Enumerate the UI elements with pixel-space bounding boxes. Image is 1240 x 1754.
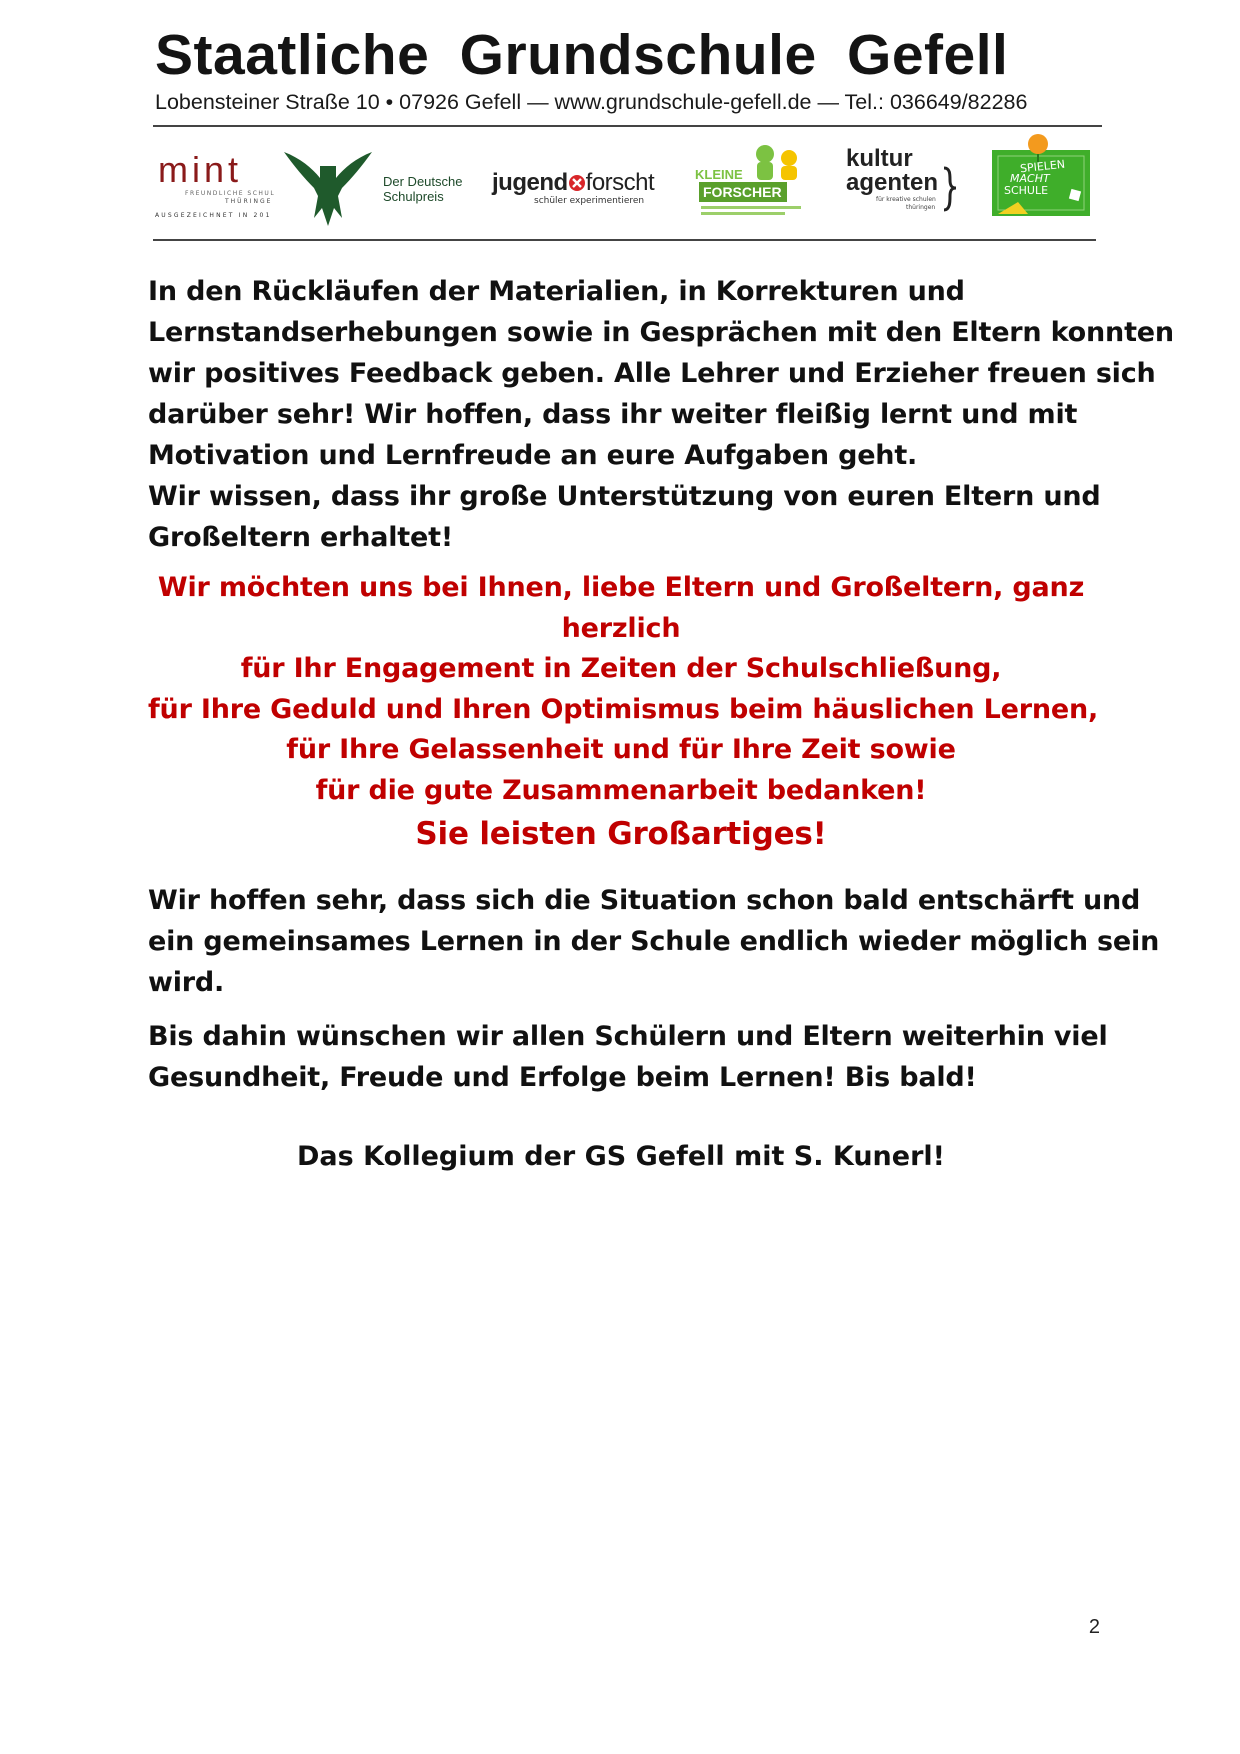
mint-logo-subtitle-2: THÜRINGE xyxy=(225,198,273,205)
kleine-forscher-logo-icon xyxy=(693,140,823,220)
thanks-line: herzlich xyxy=(561,612,681,644)
jugend-forscht-word-2: forscht xyxy=(585,169,655,196)
eagle-icon xyxy=(282,148,374,230)
paragraph-line: ein gemeinsames Lernen in der Schule endlich wieder möglich sein xyxy=(148,926,1160,957)
paragraph-line: wird. xyxy=(148,967,225,998)
jugend-forscht-word-1: jugend xyxy=(492,169,568,196)
kleine-forscher-line-2: FORSCHER xyxy=(703,184,782,200)
paragraph-line: Motivation und Lernfreude an eure Aufgaben geht. xyxy=(148,440,918,471)
thanks-highlight: Sie leisten Großartiges! xyxy=(415,816,827,852)
paragraph-line: Bis dahin wünschen wir allen Schülern und Eltern weiterhin viel xyxy=(148,1021,1108,1052)
schulpreis-line-2: Schulpreis xyxy=(383,189,444,204)
schulpreis-line-1: Der Deutsche xyxy=(383,174,463,189)
paragraph-line: wir positives Feedback geben. Alle Lehrer und Erzieher freuen sich xyxy=(148,358,1156,389)
kulturagenten-logo-icon xyxy=(846,146,958,221)
kleine-forscher-line-1: KLEINE xyxy=(695,167,743,182)
kulturagenten-line-2: agenten xyxy=(846,169,939,196)
thanks-line: Wir möchten uns bei Ihnen, liebe Eltern und Großeltern, ganz xyxy=(157,572,1085,603)
thanks-block xyxy=(148,568,1099,857)
mint-logo-subtitle: FREUNDLICHE SCHUL xyxy=(185,190,276,197)
kulturagenten-sub-1: für kreative schulen xyxy=(876,196,936,203)
spielen-line-2: MACHT xyxy=(1010,172,1050,185)
paragraph-line: Wir wissen, dass ihr große Unterstützung von euren Eltern und xyxy=(148,481,1101,512)
thanks-line: für die gute Zusammenarbeit bedanken! xyxy=(315,774,927,806)
thanks-line: für Ihre Gelassenheit und für Ihre Zeit sowie xyxy=(286,734,956,765)
mint-logo-award: AUSGEZEICHNET IN 201 xyxy=(155,212,272,219)
thanks-line: für Ihr Engagement in Zeiten der Schulschließung, xyxy=(240,653,1002,684)
schulpreis-logo xyxy=(383,174,478,206)
paragraph-line: Lernstandserhebungen sowie in Gesprächen mit den Eltern konnten xyxy=(148,317,1174,348)
spielen-macht-schule-logo-icon xyxy=(988,132,1094,222)
signature-line: Das Kollegium der GS Gefell mit S. Kunerl! xyxy=(297,1141,945,1172)
mint-logo-word: mint xyxy=(158,149,243,190)
jugend-forscht-mark-icon xyxy=(568,174,586,192)
jugend-forscht-logo xyxy=(492,170,670,210)
paragraph-line: darüber sehr! Wir hoffen, dass ihr weiter fleißig lernt und mit xyxy=(148,399,1078,430)
spielen-line-3: SCHULE xyxy=(1004,184,1049,197)
header-divider-bottom xyxy=(153,239,1096,241)
mint-logo-icon xyxy=(155,150,280,225)
page-number: 2 xyxy=(1088,1616,1100,1638)
paragraph-wishes xyxy=(148,1016,1108,1098)
spielen-line-1: SPIELEN xyxy=(1019,157,1066,176)
paragraph-line: Wir hoffen sehr, dass sich die Situation schon bald entschärft und xyxy=(148,885,1141,916)
kulturagenten-sub-2: thüringen xyxy=(906,204,936,211)
eagle-logo-icon xyxy=(282,148,374,230)
paragraph-feedback xyxy=(148,271,1174,558)
paragraph-line: In den Rückläufen der Materialien, in Korrekturen und xyxy=(148,276,965,307)
paragraph-line: Gesundheit, Freude und Erfolge beim Lernen! Bis bald! xyxy=(148,1062,977,1093)
paragraph-hope xyxy=(148,880,1160,1003)
paragraph-line: Großeltern erhaltet! xyxy=(148,522,453,553)
kulturagenten-line-1: kultur xyxy=(846,145,913,172)
school-address-line: Lobensteiner Straße 10 • 07926 Gefell — www.grundschule-gefell.de — Tel.: 036649/82286 xyxy=(155,90,1028,114)
school-name-heading: Staatliche Grundschule Gefell xyxy=(155,23,1009,87)
jugend-forscht-subtitle: schüler experimentieren xyxy=(534,196,645,206)
thanks-line: für Ihre Geduld und Ihren Optimismus beim häuslichen Lernen, xyxy=(148,693,1099,725)
header-divider-top xyxy=(153,125,1102,127)
